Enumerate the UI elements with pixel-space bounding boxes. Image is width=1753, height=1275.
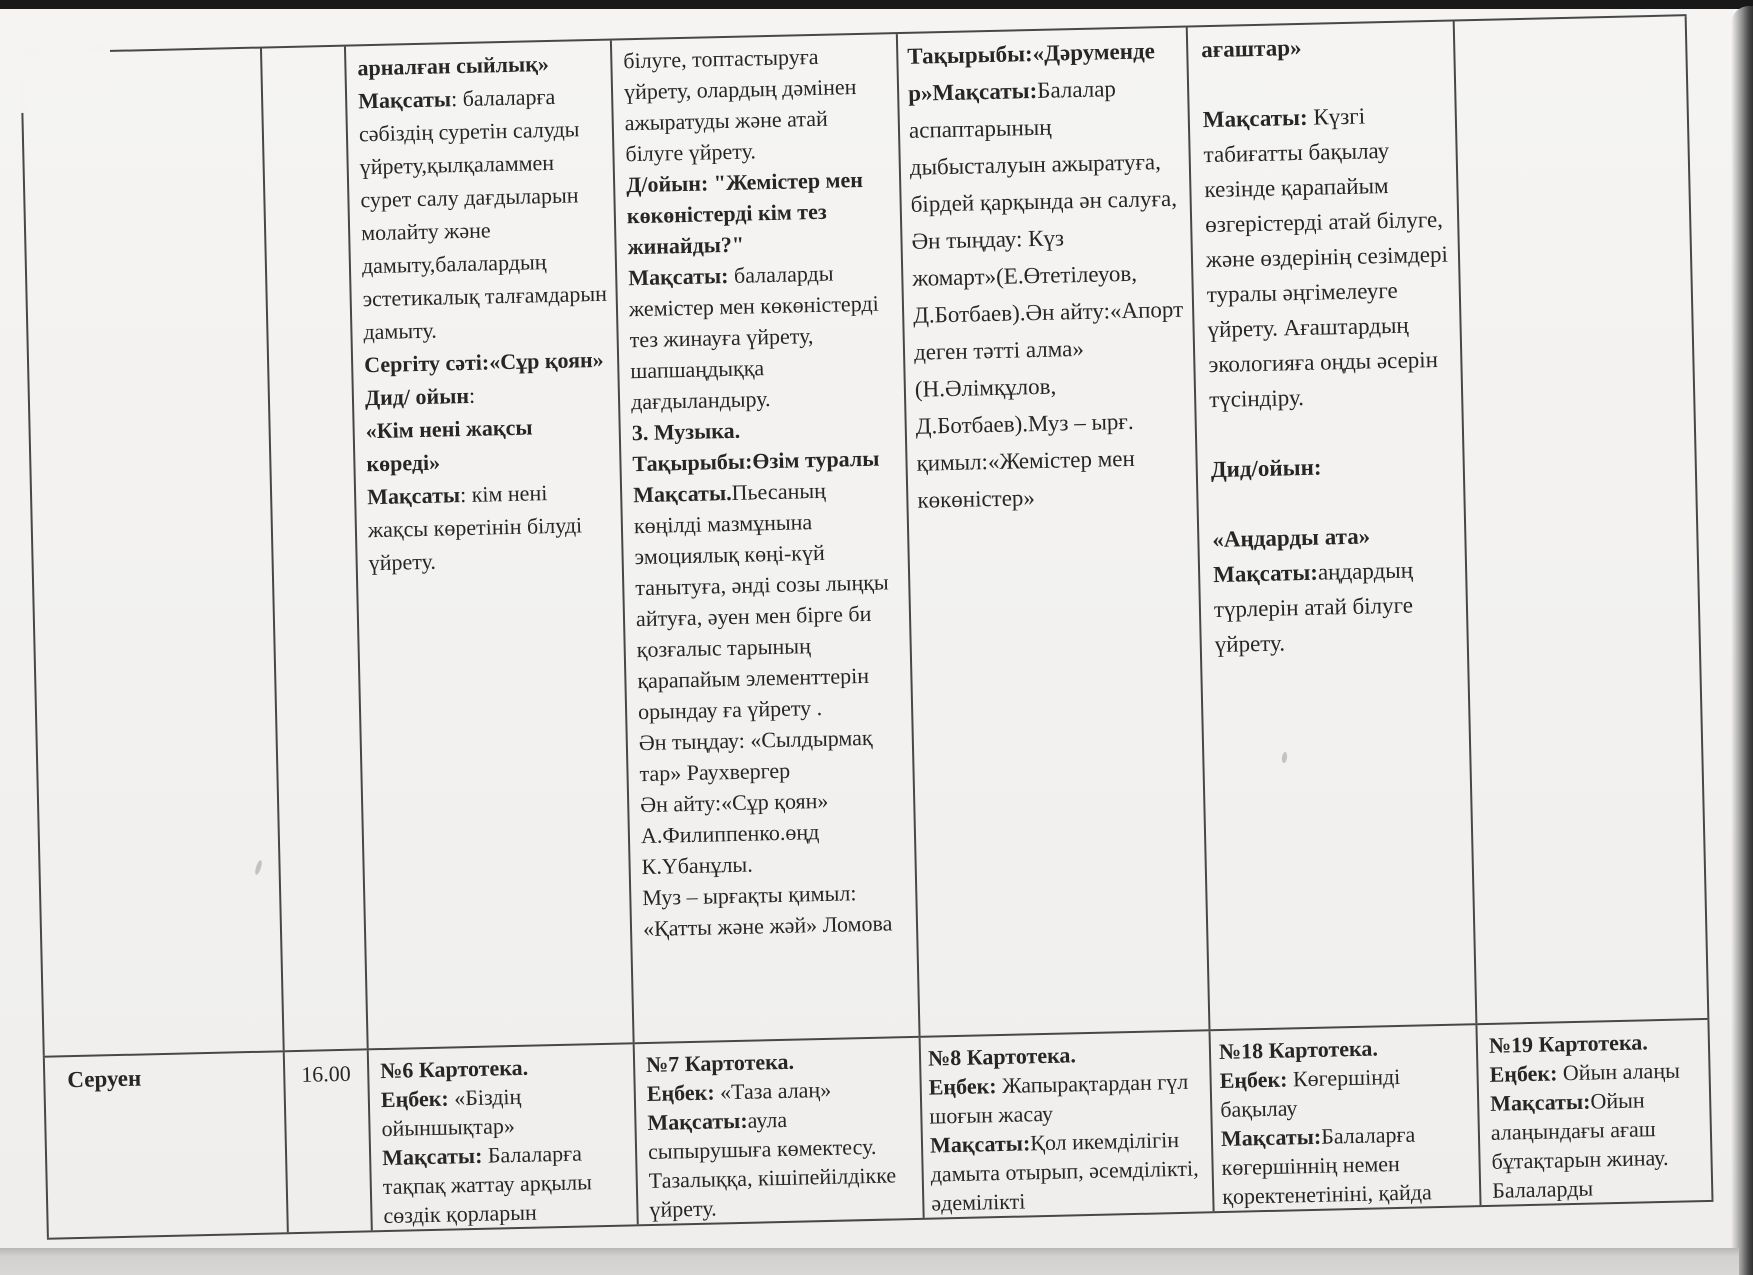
text-run: : <box>468 382 476 408</box>
cell-kartoteka-8 <box>919 1031 1213 1218</box>
bold-text-run: Еңбек: <box>1489 1060 1558 1087</box>
cell-trees-lesson <box>1186 21 1476 1029</box>
bold-text-run: «Кім нені жақсы көреді» <box>365 414 533 477</box>
bold-text-run: Тақырыбы:«Дәруменде р»Мақсаты: <box>907 38 1156 106</box>
paragraph <box>638 721 904 789</box>
paragraph <box>1492 1171 1704 1205</box>
paragraph <box>633 473 904 727</box>
paragraph <box>628 256 896 417</box>
bold-text-run: ағаштар» <box>1200 34 1302 63</box>
paragraph <box>642 876 908 944</box>
bold-text-run: 3. Музыка. <box>631 417 741 446</box>
bold-text-run: Мақсаты: <box>929 1130 1031 1158</box>
paragraph <box>928 1066 1202 1130</box>
cell-kartoteka-19 <box>1475 1020 1713 1205</box>
bold-text-run: Д/ойын: "Жемістер мен көкөністерді кім тез жинайды?" <box>625 166 864 260</box>
text-run: Пьесаның көңілді мазмұнына эмоциялық көңі-күй танытуға, әнді созы лыңқы айтуға, әуен мен бірге би қозғалыс тарының қарапайым элементтерін орындау ға үйрету . <box>633 477 889 725</box>
bold-text-run: Еңбек: <box>646 1079 715 1107</box>
text-run: «Таза алаң» <box>714 1076 832 1105</box>
text-run: білуге, топтастыруға үйрету, олардың дәмінен ажыратуды және атай білуге үйрету. <box>623 43 857 167</box>
bold-text-run: Мақсаты: <box>627 262 729 291</box>
paragraph <box>1201 27 1446 68</box>
paragraph <box>367 475 614 580</box>
text-run: Жапырақтардан гүл шоғын жасау <box>929 1068 1189 1129</box>
paragraph <box>358 79 609 348</box>
paragraph <box>640 783 907 882</box>
text-run: 16.00 <box>300 1060 352 1087</box>
paragraph <box>301 1059 360 1089</box>
bold-text-run: №18 Картотека. <box>1218 1035 1379 1065</box>
bold-text-run: Дид/ойын: <box>1210 454 1322 483</box>
paragraph <box>381 1080 627 1144</box>
bold-text-run: Тақырыбы:Өзім туралы <box>632 445 880 477</box>
text-run: Көгершінді бақылау <box>1220 1063 1401 1123</box>
text-run: Балаларға тақпақ жаттау арқылы сөздік қорларын <box>382 1140 593 1229</box>
table-row-activities <box>20 14 1709 1058</box>
paragraph <box>632 442 898 479</box>
cell-drawing-lesson <box>344 41 633 1049</box>
paragraph <box>365 409 611 481</box>
paragraph <box>626 163 893 262</box>
cell-vitamins-lesson <box>896 28 1209 1036</box>
scan-right-edge <box>1731 6 1753 1275</box>
bold-text-run: Мақсаты. <box>632 479 732 508</box>
paragraph <box>1211 482 1456 523</box>
bold-text-run: Еңбек: <box>928 1073 997 1100</box>
paragraph <box>623 39 891 169</box>
cell-seruyen-label <box>43 1052 287 1237</box>
cell-seruyen-time <box>283 1050 371 1232</box>
cell-kartoteka-18 <box>1209 1025 1480 1211</box>
text-run: Ән тыңдау: «Сылдырмақ тар» Раухвергер <box>638 724 873 787</box>
paragraph <box>1202 97 1453 417</box>
paragraph <box>647 1102 915 1224</box>
paragraph <box>930 1124 1205 1217</box>
paragraph <box>1212 517 1457 558</box>
bold-text-run: Мақсаты: <box>1212 559 1319 588</box>
scan-fade-left-border <box>17 49 25 113</box>
text-run: : балаларға сәбіздің суретін салуды үйрету,қылқаламмен сурет салу дағдыларын молайту және дамыту,балалардың эстетикалық талғамдарын дамыту. <box>358 83 608 345</box>
text-run: Балаларға көгершіннің немен қоректенетініні, қайда <box>1221 1121 1432 1210</box>
paragraph <box>364 343 610 382</box>
bold-text-run: №8 Картотека. <box>927 1042 1077 1071</box>
paragraph <box>1210 412 1455 453</box>
cell-kartoteka-7 <box>633 1038 923 1224</box>
bold-text-run: Мақсаты: <box>1202 104 1308 133</box>
cell-kartoteka-6 <box>367 1044 637 1230</box>
text-run: : кім нені жақсы көретінін білуді үйрету. <box>367 480 583 576</box>
bold-text-run: Мақсаты: <box>1220 1123 1322 1152</box>
cell-music-lesson <box>610 34 919 1042</box>
text-run: Муз – ырғақты қимыл: «Қатты және жәй» Ломова <box>642 880 893 942</box>
text-run: балаларды жемістер мен көкөністерді тез жинауға үйрету, шапшаңдыққа дағдыландыру. <box>628 260 879 415</box>
bold-text-run: №7 Картотека. <box>645 1048 795 1078</box>
scan-bottom-edge <box>0 1248 1739 1275</box>
table-row-seruyen <box>43 1020 1714 1240</box>
bold-text-run: Серуен <box>67 1065 142 1093</box>
paragraph <box>907 32 1189 519</box>
paragraph <box>1202 62 1447 103</box>
bold-text-run: Еңбек: <box>1219 1066 1288 1094</box>
text-run: «Біздің ойыншықтар» <box>381 1083 522 1142</box>
paragraph <box>365 376 611 415</box>
bold-text-run: Мақсаты <box>366 482 461 510</box>
bold-text-run: арналған сыйлық» <box>357 51 550 81</box>
bold-text-run: №6 Картотека. <box>379 1054 529 1084</box>
paragraph <box>67 1060 276 1094</box>
text-run: Балаларды <box>1491 1175 1594 1203</box>
bold-text-run: Сергіту сәті:«Сұр қоян» <box>363 346 604 378</box>
bold-text-run: №19 Картотека. <box>1488 1029 1649 1058</box>
text-run: Ойын алаңы <box>1557 1057 1681 1086</box>
schedule-table <box>20 14 1714 1240</box>
paragraph <box>1213 552 1459 663</box>
text-run: Ойын алаңындағы ағаш бұтақтарын жинау. <box>1490 1087 1669 1174</box>
bold-text-run: Дид/ ойын <box>364 382 470 411</box>
text-run: Ән айту:«Сұр қоян» А.Филиппенко.өңд К.Үбанұлы. <box>639 787 829 880</box>
paragraph <box>1210 447 1455 488</box>
text-run: Қол икемділігін дамыта отырып, әсемділікті, әдемілікті <box>930 1126 1199 1216</box>
paragraph <box>357 46 603 85</box>
bold-text-run: «Аңдарды ата» <box>1212 523 1371 553</box>
paragraph <box>1489 1055 1701 1089</box>
paragraph <box>1219 1060 1469 1124</box>
text-run: аула сыпырушыға көмектесу. Тазалыққа, кішіпейілдікке үйрету. <box>647 1106 897 1223</box>
paragraph <box>1490 1084 1703 1176</box>
text-run: Балалар аспаптарының дыбысталуын ажыратуға, бірдей қарқында ән салуға, Ән тыңдау: Күз жомарт»(Е.Өтетілеуов, Д.Ботбаев).Ән айту:«Апорт деген тәтті алма» (Н.Әлімқұлов, Д.Ботбаев).Муз – ырғ. қимыл:«Жемістер мен көкөністер» <box>908 76 1184 513</box>
paragraph <box>382 1138 629 1231</box>
bold-text-run: Мақсаты <box>357 86 452 114</box>
bold-text-run: Мақсаты: <box>381 1142 483 1171</box>
paragraph <box>1221 1118 1472 1211</box>
bold-text-run: Мақсаты: <box>1489 1088 1591 1116</box>
bold-text-run: Мақсаты: <box>647 1107 748 1136</box>
bold-text-run: Еңбек: <box>380 1085 449 1113</box>
text-run: Күзгі табиғатты бақылау кезінде қарапайым өзгерістерді атай білуге, және өздерінің сезімдері туралы әңгімелеуге үйрету. Ағаштардың экологияға оңды әсерін түсіндіру. <box>1203 103 1449 413</box>
cell-activity-label-empty <box>20 49 283 1056</box>
cell-empty-right <box>1453 16 1710 1023</box>
scan-top-edge <box>0 0 1753 9</box>
text-run: аңдардың түрлерін атай білуге үйрету. <box>1213 557 1414 658</box>
